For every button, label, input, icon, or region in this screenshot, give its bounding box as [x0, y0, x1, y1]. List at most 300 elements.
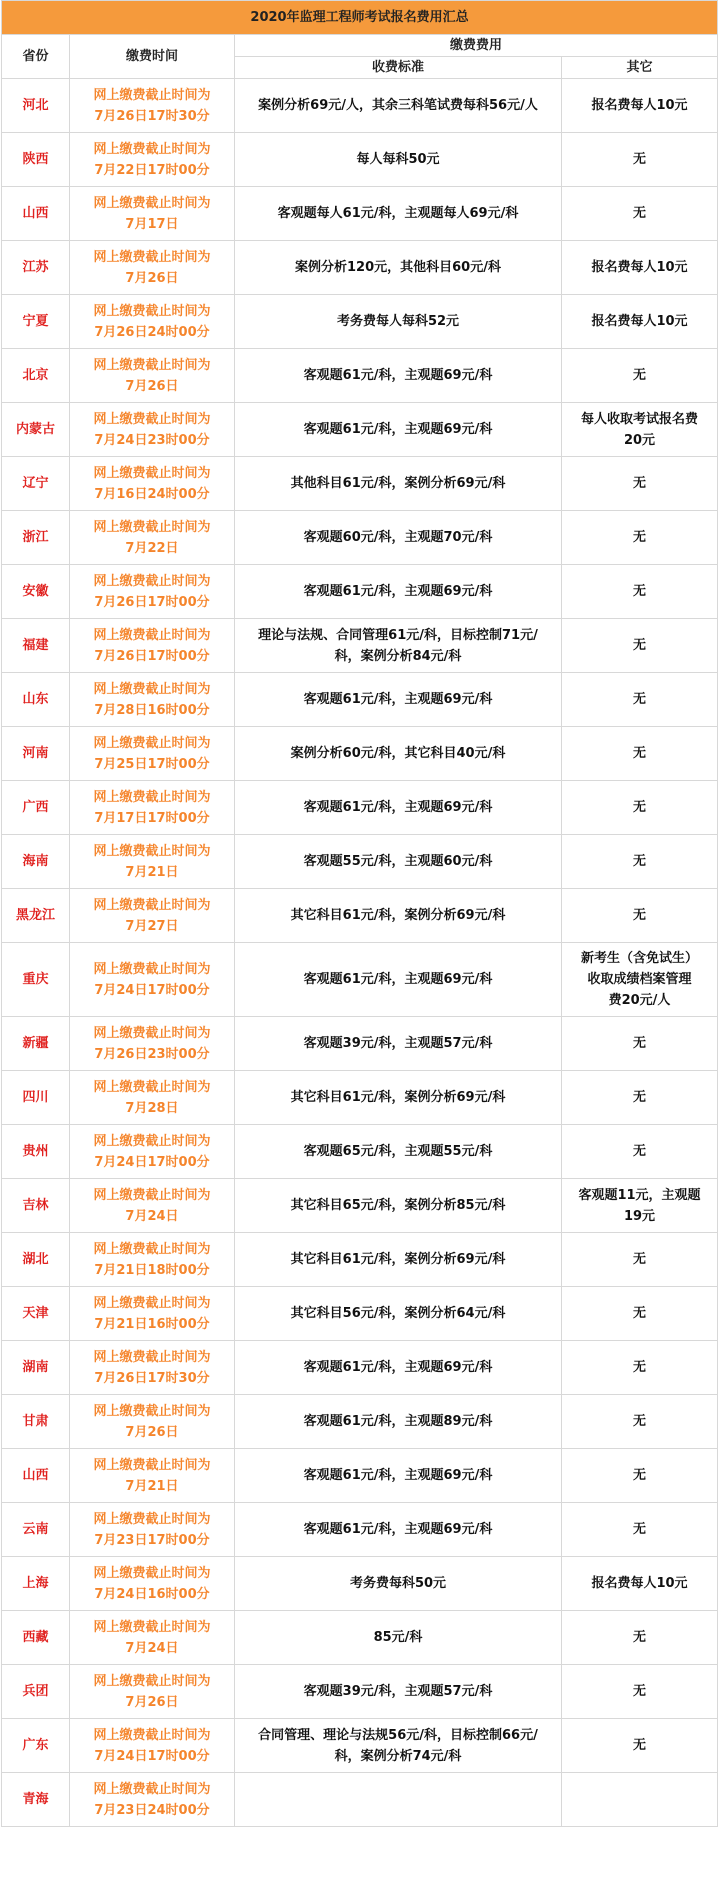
other-cell: [562, 511, 718, 565]
table-title: 2020年监理工程师考试报名费用汇总: [2, 1, 718, 35]
deadline-cell-line: 网上缴费截止时间为: [93, 1727, 211, 1743]
deadline-cell-line: 网上缴费截止时间为: [93, 465, 211, 481]
table-row: [2, 889, 718, 943]
province-cell: 西藏: [2, 1611, 70, 1665]
standard-cell: [235, 1341, 562, 1395]
province-cell: 上海: [2, 1557, 70, 1611]
province-cell: 河北: [2, 79, 70, 133]
standard-cell-line: 每人每科50元: [356, 152, 440, 167]
deadline-cell-line: 网上缴费截止时间为: [93, 1295, 211, 1311]
deadline-cell-line: 7月24日16时00分: [94, 1586, 210, 1602]
other-cell-line: 无: [632, 152, 646, 167]
standard-cell: [235, 889, 562, 943]
other-cell-line: 报名费每人10元: [591, 314, 688, 329]
standard-cell-line: 客观题61元/科，主观题69元/科: [303, 692, 493, 707]
deadline-cell-line: 网上缴费截止时间为: [93, 627, 211, 643]
table-row: [2, 727, 718, 781]
standard-cell: [235, 1503, 562, 1557]
deadline-cell: [70, 1233, 235, 1287]
table-row: [2, 1125, 718, 1179]
province-cell: 福建: [2, 619, 70, 673]
other-cell-line: 每人收取考试报名费: [580, 411, 698, 427]
other-cell: [562, 889, 718, 943]
deadline-cell-line: 网上缴费截止时间为: [93, 1403, 211, 1419]
standard-cell: [235, 403, 562, 457]
standard-cell: [235, 565, 562, 619]
standard-cell: [235, 1719, 562, 1773]
deadline-cell-line: 网上缴费截止时间为: [93, 1565, 211, 1581]
deadline-cell-line: 7月22日: [125, 540, 179, 556]
province-cell: 海南: [2, 835, 70, 889]
standard-cell: [235, 1017, 562, 1071]
standard-cell: [235, 1773, 562, 1827]
deadline-cell-line: 7月22日17时00分: [94, 162, 210, 178]
deadline-cell: [70, 565, 235, 619]
deadline-cell: [70, 1287, 235, 1341]
deadline-cell: [70, 511, 235, 565]
header-other: 其它: [562, 57, 718, 79]
province-cell: 吉林: [2, 1179, 70, 1233]
deadline-cell-line: 7月24日: [125, 1640, 179, 1656]
standard-cell-line: 客观题61元/科，主观题69元/科: [303, 972, 493, 987]
standard-cell: [235, 133, 562, 187]
deadline-cell-line: 网上缴费截止时间为: [93, 1079, 211, 1095]
other-cell: [562, 1557, 718, 1611]
deadline-cell-line: 网上缴费截止时间为: [93, 573, 211, 589]
deadline-cell-line: 网上缴费截止时间为: [93, 1349, 211, 1365]
other-cell: [562, 1341, 718, 1395]
deadline-cell: [70, 727, 235, 781]
deadline-cell-line: 网上缴费截止时间为: [93, 303, 211, 319]
standard-cell: [235, 79, 562, 133]
standard-cell-line: 案例分析69元/人，其余三科笔试费每科56元/人: [258, 98, 538, 113]
table-row: [2, 1179, 718, 1233]
other-cell-line: 无: [632, 638, 646, 653]
other-cell: [562, 349, 718, 403]
standard-cell-line: 客观题61元/科，主观题69元/科: [303, 1360, 493, 1375]
standard-cell: [235, 727, 562, 781]
deadline-cell-line: 网上缴费截止时间为: [93, 735, 211, 751]
other-cell-line: 无: [632, 1360, 646, 1375]
deadline-cell-line: 网上缴费截止时间为: [93, 249, 211, 265]
deadline-cell: [70, 1341, 235, 1395]
deadline-cell-line: 7月16日24时00分: [94, 486, 210, 502]
province-cell: 新疆: [2, 1017, 70, 1071]
deadline-cell: [70, 1449, 235, 1503]
province-cell: 天津: [2, 1287, 70, 1341]
standard-cell-line: 其它科目56元/科，案例分析64元/科: [290, 1306, 506, 1321]
other-cell-line: 报名费每人10元: [591, 98, 688, 113]
deadline-cell-line: 7月26日: [125, 1694, 179, 1710]
table-row: [2, 619, 718, 673]
deadline-cell-line: 7月25日17时00分: [94, 756, 210, 772]
province-cell: 山东: [2, 673, 70, 727]
deadline-cell-line: 7月17日17时00分: [94, 810, 210, 826]
other-cell: [562, 1719, 718, 1773]
other-cell: [562, 133, 718, 187]
province-cell: 山西: [2, 187, 70, 241]
province-cell: 陕西: [2, 133, 70, 187]
other-cell: [562, 1017, 718, 1071]
deadline-cell-line: 网上缴费截止时间为: [93, 1025, 211, 1041]
deadline-cell-line: 网上缴费截止时间为: [93, 789, 211, 805]
province-cell: 青海: [2, 1773, 70, 1827]
other-cell: [562, 1503, 718, 1557]
standard-cell-line: 客观题每人61元/科，主观题每人69元/科: [277, 206, 519, 221]
standard-cell: [235, 1557, 562, 1611]
province-cell: 广东: [2, 1719, 70, 1773]
standard-cell-line: 科，案例分析84元/科: [334, 648, 462, 664]
table-row: [2, 457, 718, 511]
other-cell-line: 无: [632, 368, 646, 383]
table-row: [2, 241, 718, 295]
province-cell: 贵州: [2, 1125, 70, 1179]
other-cell: [562, 673, 718, 727]
standard-cell-line: 客观题61元/科，主观题69元/科: [303, 368, 493, 383]
deadline-cell: [70, 349, 235, 403]
standard-cell: [235, 1395, 562, 1449]
province-cell: 黑龙江: [2, 889, 70, 943]
deadline-cell-line: 7月24日17时00分: [94, 1748, 210, 1764]
other-cell: [562, 565, 718, 619]
other-cell-line: 报名费每人10元: [591, 1576, 688, 1591]
other-cell-line: 无: [632, 1630, 646, 1645]
other-cell-line: 无: [632, 746, 646, 761]
province-cell: 湖北: [2, 1233, 70, 1287]
other-cell: [562, 187, 718, 241]
table-row: [2, 1773, 718, 1827]
standard-cell-line: 科，案例分析74元/科: [334, 1748, 462, 1764]
province-cell: 内蒙古: [2, 403, 70, 457]
standard-cell-line: 客观题60元/科，主观题70元/科: [303, 530, 493, 545]
standard-cell: [235, 835, 562, 889]
standard-cell-line: 合同管理、理论与法规56元/科，目标控制66元/: [258, 1727, 538, 1743]
deadline-cell-line: 7月26日17时00分: [94, 594, 210, 610]
other-cell: [562, 295, 718, 349]
standard-cell: [235, 1179, 562, 1233]
other-cell: [562, 403, 718, 457]
title-row: [2, 1, 718, 35]
deadline-cell: [70, 295, 235, 349]
standard-cell-line: 客观题39元/科，主观题57元/科: [303, 1036, 493, 1051]
other-cell-line: 报名费每人10元: [591, 260, 688, 275]
deadline-cell-line: 网上缴费截止时间为: [93, 1457, 211, 1473]
standard-cell: [235, 1125, 562, 1179]
deadline-cell-line: 网上缴费截止时间为: [93, 1241, 211, 1257]
standard-cell: [235, 457, 562, 511]
table-row: [2, 1071, 718, 1125]
standard-cell-line: 客观题61元/科，主观题69元/科: [303, 1468, 493, 1483]
province-cell: 重庆: [2, 943, 70, 1017]
deadline-cell-line: 7月26日23时00分: [94, 1046, 210, 1062]
deadline-cell: [70, 1719, 235, 1773]
deadline-cell: [70, 403, 235, 457]
province-cell: 兵团: [2, 1665, 70, 1719]
other-cell: [562, 1233, 718, 1287]
deadline-cell: [70, 889, 235, 943]
other-cell: [562, 1611, 718, 1665]
deadline-cell-line: 网上缴费截止时间为: [93, 1781, 211, 1797]
standard-cell: [235, 1071, 562, 1125]
deadline-cell: [70, 133, 235, 187]
table-row: [2, 673, 718, 727]
deadline-cell-line: 7月24日23时00分: [94, 432, 210, 448]
fee-summary-table: [1, 0, 718, 1827]
other-cell-line: 无: [632, 1090, 646, 1105]
province-cell: 北京: [2, 349, 70, 403]
province-cell: 山西: [2, 1449, 70, 1503]
other-cell: [562, 1179, 718, 1233]
deadline-cell-line: 7月21日16时00分: [94, 1316, 210, 1332]
other-cell-line: 无: [632, 1414, 646, 1429]
deadline-cell-line: 网上缴费截止时间为: [93, 1619, 211, 1635]
table-row: [2, 943, 718, 1017]
other-cell-line: 无: [632, 1468, 646, 1483]
other-cell-line: 无: [632, 206, 646, 221]
standard-cell-line: 85元/科: [373, 1630, 423, 1645]
deadline-cell-line: 7月17日: [125, 216, 179, 232]
table-row: [2, 79, 718, 133]
deadline-cell-line: 7月21日: [125, 864, 179, 880]
other-cell: [562, 1449, 718, 1503]
other-cell-line: 无: [632, 1306, 646, 1321]
deadline-cell: [70, 1395, 235, 1449]
deadline-cell-line: 7月24日17时00分: [94, 982, 210, 998]
table-row: [2, 1503, 718, 1557]
other-cell: [562, 781, 718, 835]
deadline-cell: [70, 673, 235, 727]
standard-cell-line: 考务费每人每科52元: [336, 314, 460, 329]
other-cell: [562, 1125, 718, 1179]
standard-cell-line: 其它科目61元/科，案例分析69元/科: [290, 1090, 506, 1105]
standard-cell: [235, 1287, 562, 1341]
standard-cell: [235, 781, 562, 835]
deadline-cell-line: 网上缴费截止时间为: [93, 1673, 211, 1689]
standard-cell-line: 其它科目65元/科，案例分析85元/科: [290, 1198, 506, 1213]
other-cell: [562, 1287, 718, 1341]
standard-cell-line: 其他科目61元/科，案例分析69元/科: [290, 476, 506, 491]
deadline-cell-line: 7月27日: [125, 918, 179, 934]
table-row: [2, 295, 718, 349]
standard-cell-line: 其它科目61元/科，案例分析69元/科: [290, 1252, 506, 1267]
deadline-cell-line: 网上缴费截止时间为: [93, 1511, 211, 1527]
other-cell: [562, 727, 718, 781]
deadline-cell-line: 网上缴费截止时间为: [93, 1133, 211, 1149]
other-cell-line: 无: [632, 692, 646, 707]
other-cell: [562, 835, 718, 889]
deadline-cell: [70, 1071, 235, 1125]
standard-cell: [235, 673, 562, 727]
deadline-cell: [70, 1665, 235, 1719]
table-row: [2, 511, 718, 565]
other-cell-line: 20元: [623, 432, 656, 448]
deadline-cell-line: 7月21日: [125, 1478, 179, 1494]
deadline-cell-line: 网上缴费截止时间为: [93, 87, 211, 103]
standard-cell-line: 客观题61元/科，主观题69元/科: [303, 800, 493, 815]
deadline-cell-line: 7月26日17时30分: [94, 108, 210, 124]
table-row: [2, 1233, 718, 1287]
table-row: [2, 565, 718, 619]
province-cell: 湖南: [2, 1341, 70, 1395]
standard-cell-line: 客观题65元/科，主观题55元/科: [303, 1144, 493, 1159]
standard-cell: [235, 1611, 562, 1665]
deadline-cell-line: 7月23日24时00分: [94, 1802, 210, 1818]
standard-cell-line: 理论与法规、合同管理61元/科，目标控制71元/: [258, 627, 538, 643]
deadline-cell-line: 7月24日17时00分: [94, 1154, 210, 1170]
other-cell-line: 19元: [623, 1208, 656, 1224]
table-row: [2, 1557, 718, 1611]
header-standard: 收费标准: [235, 57, 562, 79]
other-cell-line: 无: [632, 1684, 646, 1699]
deadline-cell-line: 7月28日16时00分: [94, 702, 210, 718]
deadline-cell: [70, 79, 235, 133]
deadline-cell-line: 网上缴费截止时间为: [93, 961, 211, 977]
deadline-cell: [70, 1773, 235, 1827]
deadline-cell-line: 7月26日17时30分: [94, 1370, 210, 1386]
other-cell-line: 无: [632, 1738, 646, 1753]
header-province: 省份: [2, 35, 70, 79]
other-cell-line: 无: [632, 800, 646, 815]
table-row: [2, 1449, 718, 1503]
table-row: [2, 1665, 718, 1719]
deadline-cell: [70, 619, 235, 673]
deadline-cell-line: 7月21日18时00分: [94, 1262, 210, 1278]
deadline-cell-line: 7月26日: [125, 270, 179, 286]
other-cell-line: 客观题11元，主观题: [578, 1187, 701, 1203]
table-row: [2, 1017, 718, 1071]
table-row: [2, 1341, 718, 1395]
other-cell: [562, 943, 718, 1017]
standard-cell: [235, 295, 562, 349]
deadline-cell-line: 7月26日24时00分: [94, 324, 210, 340]
deadline-cell-line: 网上缴费截止时间为: [93, 411, 211, 427]
standard-cell: [235, 349, 562, 403]
standard-cell-line: 案例分析120元，其他科目60元/科: [295, 260, 501, 275]
other-cell: [562, 457, 718, 511]
deadline-cell: [70, 1017, 235, 1071]
province-cell: 辽宁: [2, 457, 70, 511]
table-row: [2, 1395, 718, 1449]
other-cell: [562, 619, 718, 673]
standard-cell: [235, 619, 562, 673]
other-cell-line: 无: [632, 1252, 646, 1267]
standard-cell-line: 客观题55元/科，主观题60元/科: [303, 854, 493, 869]
other-cell-line: 无: [632, 584, 646, 599]
header-row-1: [2, 35, 718, 57]
other-cell-line: 新考生（含免试生）: [580, 951, 698, 966]
table-row: [2, 133, 718, 187]
deadline-cell-line: 7月26日: [125, 1424, 179, 1440]
other-cell-line: 无: [632, 1144, 646, 1159]
standard-cell: [235, 187, 562, 241]
other-cell: [562, 1773, 718, 1827]
other-cell: [562, 1665, 718, 1719]
deadline-cell: [70, 187, 235, 241]
table-body: [2, 79, 718, 1827]
deadline-cell: [70, 1557, 235, 1611]
table-row: [2, 781, 718, 835]
province-cell: 广西: [2, 781, 70, 835]
standard-cell-line: 其它科目61元/科，案例分析69元/科: [290, 908, 506, 923]
deadline-cell-line: 网上缴费截止时间为: [93, 141, 211, 157]
standard-cell: [235, 511, 562, 565]
deadline-cell-line: 7月24日: [125, 1208, 179, 1224]
province-cell: 甘肃: [2, 1395, 70, 1449]
province-cell: 浙江: [2, 511, 70, 565]
standard-cell-line: 客观题61元/科，主观题69元/科: [303, 422, 493, 437]
header-payment-time: 缴费时间: [70, 35, 235, 79]
deadline-cell: [70, 1611, 235, 1665]
other-cell: [562, 79, 718, 133]
standard-cell-line: 案例分析60元/科，其它科目40元/科: [290, 746, 506, 761]
table-row: [2, 835, 718, 889]
deadline-cell: [70, 1179, 235, 1233]
other-cell-line: 无: [632, 1036, 646, 1051]
other-cell-line: 无: [632, 530, 646, 545]
deadline-cell: [70, 1503, 235, 1557]
standard-cell-line: 考务费每科50元: [349, 1576, 447, 1591]
deadline-cell-line: 网上缴费截止时间为: [93, 843, 211, 859]
deadline-cell-line: 7月26日17时00分: [94, 648, 210, 664]
deadline-cell: [70, 835, 235, 889]
deadline-cell: [70, 1125, 235, 1179]
standard-cell: [235, 943, 562, 1017]
deadline-cell: [70, 943, 235, 1017]
deadline-cell-line: 网上缴费截止时间为: [93, 897, 211, 913]
deadline-cell: [70, 781, 235, 835]
table-row: [2, 403, 718, 457]
province-cell: 河南: [2, 727, 70, 781]
other-cell-line: 无: [632, 1522, 646, 1537]
other-cell-line: 费20元/人: [608, 993, 671, 1008]
other-cell: [562, 1395, 718, 1449]
standard-cell-line: 客观题61元/科，主观题69元/科: [303, 1522, 493, 1537]
deadline-cell-line: 7月23日17时00分: [94, 1532, 210, 1548]
deadline-cell-line: 网上缴费截止时间为: [93, 357, 211, 373]
province-cell: 江苏: [2, 241, 70, 295]
province-cell: 宁夏: [2, 295, 70, 349]
table-row: [2, 349, 718, 403]
other-cell: [562, 241, 718, 295]
standard-cell: [235, 1233, 562, 1287]
table-row: [2, 1611, 718, 1665]
table-row: [2, 1287, 718, 1341]
standard-cell: [235, 1449, 562, 1503]
deadline-cell-line: 7月28日: [125, 1100, 179, 1116]
table-row: [2, 1719, 718, 1773]
province-cell: 云南: [2, 1503, 70, 1557]
other-cell-line: 无: [632, 476, 646, 491]
standard-cell-line: 客观题61元/科，主观题89元/科: [303, 1414, 493, 1429]
standard-cell: [235, 241, 562, 295]
standard-cell-line: 客观题61元/科，主观题69元/科: [303, 584, 493, 599]
deadline-cell-line: 7月26日: [125, 378, 179, 394]
deadline-cell: [70, 457, 235, 511]
deadline-cell-line: 网上缴费截止时间为: [93, 681, 211, 697]
table-row: [2, 187, 718, 241]
standard-cell: [235, 1665, 562, 1719]
other-cell: [562, 1071, 718, 1125]
deadline-cell-line: 网上缴费截止时间为: [93, 195, 211, 211]
deadline-cell-line: 网上缴费截止时间为: [93, 519, 211, 535]
other-cell-line: 收取成绩档案管理: [587, 972, 692, 987]
header-fee: 缴费费用: [235, 35, 718, 57]
province-cell: 四川: [2, 1071, 70, 1125]
deadline-cell: [70, 241, 235, 295]
standard-cell-line: 客观题39元/科，主观题57元/科: [303, 1684, 493, 1699]
deadline-cell-line: 网上缴费截止时间为: [93, 1187, 211, 1203]
province-cell: 安徽: [2, 565, 70, 619]
